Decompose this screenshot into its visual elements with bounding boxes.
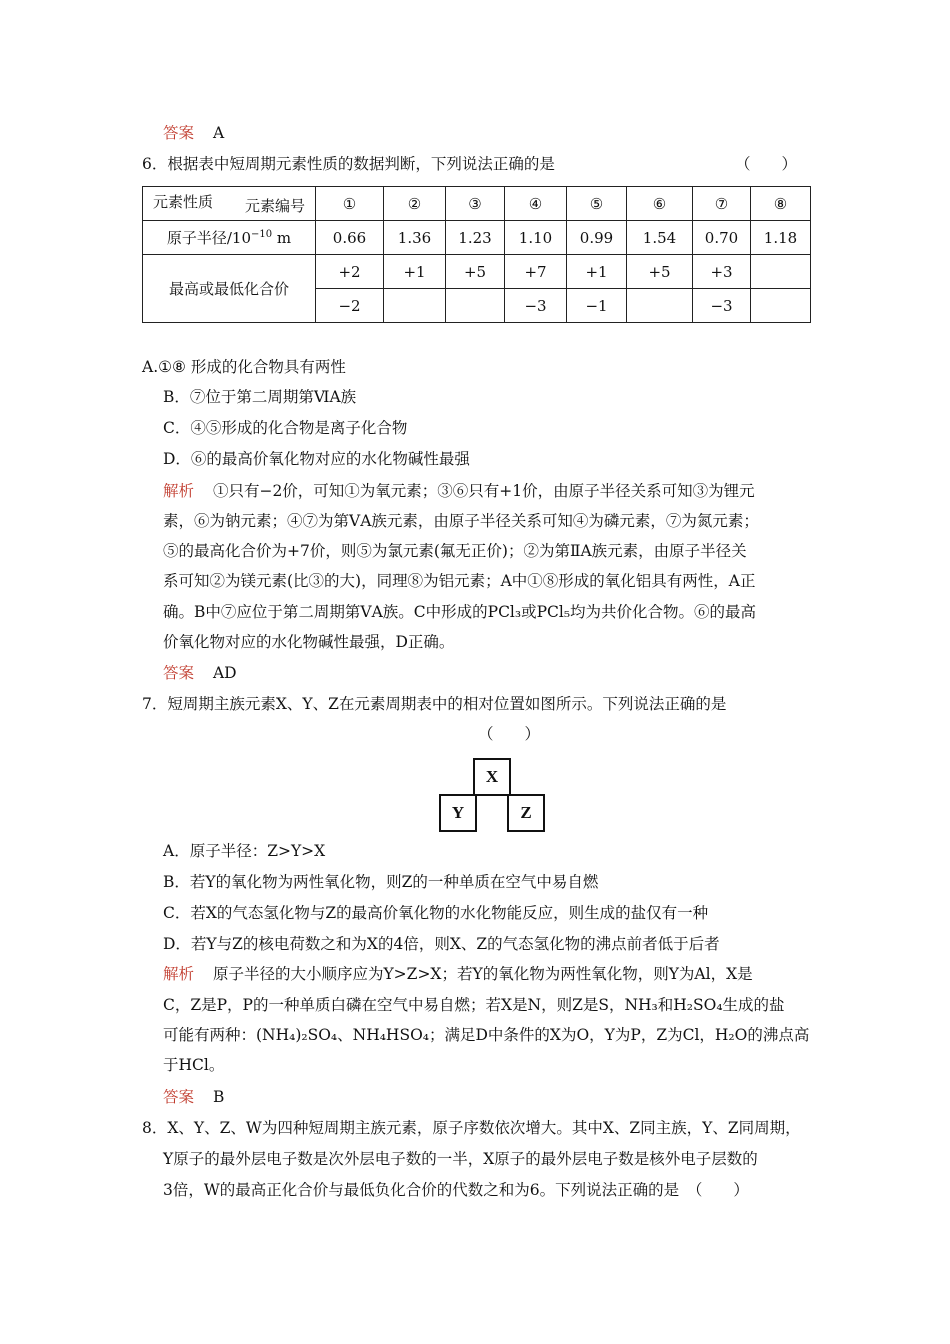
valence-low-cell: −2 [316, 289, 384, 323]
q6-option-a: A.①⑧ 形成的化合物具有两性 [142, 358, 346, 376]
question-6-paren: （ ） [735, 155, 798, 173]
answer-label: 答案 [163, 664, 195, 682]
answer-value: B [212, 1088, 225, 1106]
id-cell: ⑥ [627, 187, 693, 221]
question-8-line: Y原子的最外层电子数是次外层电子数的一半，X原子的最外层电子数是核外电子层数的 [163, 1150, 758, 1168]
question-8-line: 3倍，W的最高正化合价与最低负化合价的代数之和为6。下列说法正确的是 （ ） [163, 1181, 749, 1199]
corner-bottom-label: 元素性质 [153, 193, 214, 211]
radius-cell: 0.70 [693, 221, 751, 255]
valence-low-cell [627, 289, 693, 323]
id-cell: ① [316, 187, 384, 221]
id-cell: ⑦ [693, 187, 751, 221]
question-7-stem: 7．短周期主族元素X、Y、Z在元素周期表中的相对位置如图所示。下列说法正确的是 [142, 695, 727, 713]
q7-analysis-line: C，Z是P，P的一种单质白磷在空气中易自燃；若X是N，则Z是S，NH₃和H₂SO₄生成的盐 [163, 996, 785, 1014]
answer-label: 答案 [163, 124, 195, 142]
radius-cell: 1.23 [446, 221, 505, 255]
analysis-label: 解析 [163, 965, 195, 983]
q6-analysis-line: 系可知②为镁元素(比③的大)，同理⑧为铝元素；A中①⑧形成的氧化铝具有两性，A正 [163, 572, 756, 590]
q6-analysis-line: 素，⑥为钠元素；④⑦为第ⅤA族元素，由原子半径关系可知④为磷元素，⑦为氮元素； [163, 512, 759, 530]
box-z: Z [507, 794, 545, 832]
radius-cell: 0.99 [567, 221, 627, 255]
box-x: X [473, 758, 511, 796]
valence-high-cell [751, 255, 811, 289]
answer-value: A [212, 124, 225, 142]
q6-option-b: B．⑦位于第二周期第ⅥA族 [163, 388, 357, 406]
id-cell: ② [384, 187, 446, 221]
id-cell: ⑤ [567, 187, 627, 221]
valence-low-cell: −3 [693, 289, 751, 323]
valence-high-cell: +3 [693, 255, 751, 289]
valence-high-cell: +1 [567, 255, 627, 289]
table-corner-cell [143, 187, 316, 221]
valence-high-cell: +5 [627, 255, 693, 289]
box-y: Y [439, 794, 477, 832]
radius-cell: 1.10 [505, 221, 567, 255]
valence-high-cell: +2 [316, 255, 384, 289]
q7-analysis-line: 可能有两种：(NH₄)₂SO₄、NH₄HSO₄；满足D中条件的X为O，Y为P，Z为Cl，H₂O的沸点高 [163, 1026, 810, 1044]
radius-cell: 1.36 [384, 221, 446, 255]
valence-high-cell: +1 [384, 255, 446, 289]
valence-low-cell [751, 289, 811, 323]
valence-low-cell [446, 289, 505, 323]
radius-cell: 1.18 [751, 221, 811, 255]
valence-high-cell: +5 [446, 255, 505, 289]
answer-6 [163, 661, 237, 685]
valence-low-cell: −3 [505, 289, 567, 323]
valence-low-cell: −1 [567, 289, 627, 323]
valence-label-cell: 最高或最低化合价 [143, 255, 316, 323]
corner-top-label: 元素编号 [244, 197, 305, 215]
q6-option-c: C．④⑤形成的化合物是离子化合物 [163, 419, 408, 437]
q6-analysis-line: 解析 ①只有−2价，可知①为氧元素；③⑥只有+1价，由原子半径关系可知③为锂元 [163, 482, 755, 500]
q6-analysis-line: 确。B中⑦应位于第二周期第ⅤA族。C中形成的PCl₃或PCl₅均为共价化合物。⑥的最高 [163, 603, 757, 621]
id-cell: ③ [446, 187, 505, 221]
question-8-line: 8．X、Y、Z、W为四种短周期主族元素，原子序数依次增大。其中X、Z同主族，Y、Z同周期， [142, 1119, 801, 1137]
q6-analysis-line: 价氧化物对应的水化物碱性最强，D正确。 [163, 633, 455, 651]
element-properties-table [142, 186, 811, 323]
answer-5 [163, 121, 224, 145]
id-cell: ④ [505, 187, 567, 221]
q7-option-a: A．原子半径：Z>Y>X [163, 842, 326, 860]
q7-analysis-line: 于HCl。 [163, 1056, 225, 1074]
valence-high-cell: +7 [505, 255, 567, 289]
id-cell: ⑧ [751, 187, 811, 221]
q7-option-c: C．若X的气态氢化物与Z的最高价氧化物的水化物能反应，则生成的盐仅有一种 [163, 904, 709, 922]
answer-value: AD [212, 664, 237, 682]
radius-cell: 1.54 [627, 221, 693, 255]
question-7-paren: （ ） [478, 725, 541, 743]
q7-option-b: B．若Y的氧化物为两性氧化物，则Z的一种单质在空气中易自燃 [163, 873, 599, 891]
radius-cell: 0.66 [316, 221, 384, 255]
question-6-stem: 6．根据表中短周期元素性质的数据判断，下列说法正确的是 [142, 155, 555, 173]
analysis-label: 解析 [163, 482, 195, 500]
q7-option-d: D．若Y与Z的核电荷数之和为X的4倍，则X、Z的气态氢化物的沸点前者低于后者 [163, 935, 720, 953]
answer-7 [163, 1085, 224, 1109]
answer-label: 答案 [163, 1088, 195, 1106]
q6-analysis-line: ⑤的最高化合价为+7价，则⑤为氯元素(氟无正价)；②为第ⅡA族元素，由原子半径关 [163, 542, 747, 560]
radius-label-cell: 原子半径$/10^{-10}$ m [143, 221, 316, 255]
valence-low-cell [384, 289, 446, 323]
q7-analysis-line: 解析 原子半径的大小顺序应为Y>Z>X；若Y的氧化物为两性氧化物，则Y为Al，X是 [163, 965, 753, 983]
q6-option-d: D．⑥的最高价氧化物对应的水化物碱性最强 [163, 450, 470, 468]
